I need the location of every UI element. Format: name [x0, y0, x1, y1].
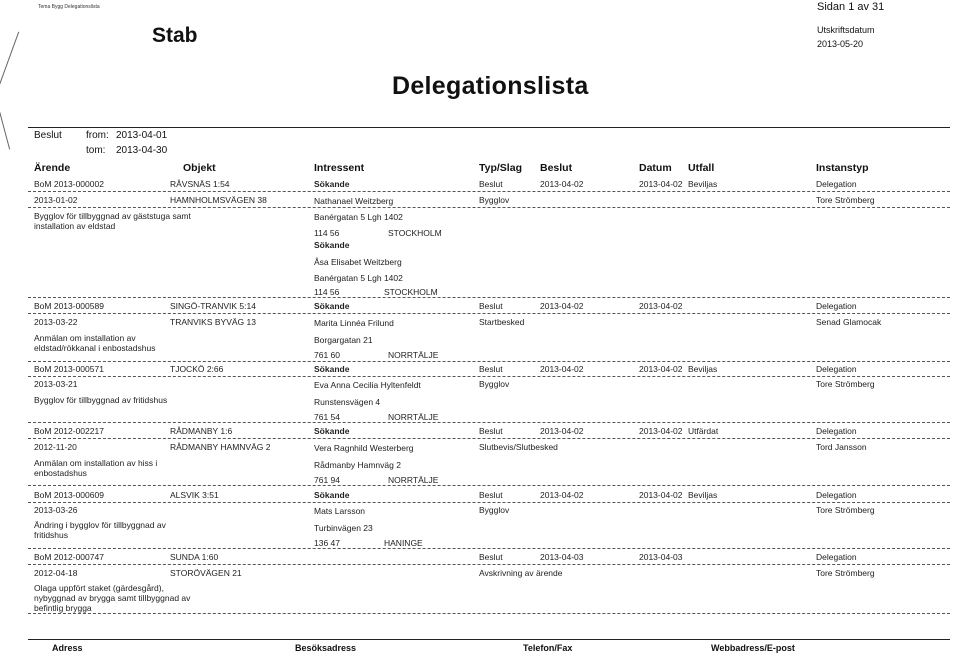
applicant-name: Åsa Elisabet Weitzberg [314, 257, 402, 267]
applicant-zip: 761 54 [314, 412, 340, 422]
header-corner-text: Tema Bygg Delegationslista [38, 4, 100, 10]
row-divider [28, 564, 950, 565]
row-divider [28, 438, 950, 439]
row-divider [28, 422, 950, 423]
page-title: Delegationslista [392, 72, 589, 100]
record-handler: Tord Jansson [816, 442, 867, 452]
applicant-role: Sökande [314, 426, 350, 436]
record-type: Beslut [479, 426, 503, 436]
record-date: 2013-04-02 [639, 490, 683, 500]
col-intressent: Intressent [314, 162, 365, 174]
applicant-name: Mats Larsson [314, 506, 366, 516]
applicant-address: Banérgatan 5 Lgh 1402 [314, 212, 403, 222]
filter-from-label: from: [86, 130, 109, 141]
record-decision-date: 2013-04-02 [540, 301, 584, 311]
record-decision-date: 2013-04-03 [540, 552, 584, 562]
record-object: RÅVSNÄS 1:54 [170, 179, 230, 189]
record-date: 2013-04-02 [639, 301, 683, 311]
record-type: Beslut [479, 490, 503, 500]
applicant-address: Borgargatan 21 [314, 335, 373, 345]
record-instance: Delegation [816, 552, 857, 562]
scan-mark [0, 111, 10, 150]
scan-mark [0, 32, 19, 89]
col-utfall: Utfall [688, 162, 715, 174]
footer-phone: Telefon/Fax [523, 643, 573, 653]
record-kind: Avskrivning av ärende [479, 568, 563, 578]
record-decision-date: 2013-04-02 [540, 490, 584, 500]
record-type: Beslut [479, 301, 503, 311]
record-object: TJOCKÖ 2:66 [170, 364, 224, 374]
record-type: Beslut [479, 364, 503, 374]
applicant-zip: 114 56 [314, 228, 340, 238]
record-object: ALSVIK 3:51 [170, 490, 219, 500]
row-divider [28, 297, 950, 298]
record-date-registered: 2012-04-18 [34, 568, 78, 578]
record-number: BoM 2012-002217 [34, 426, 104, 436]
record-description: Olaga uppfört staket (gärdesgård), nybyggnad av brygga samt tillbyggnad av befintlig brygga [34, 583, 191, 613]
applicant-zip: 761 94 [314, 475, 340, 485]
row-divider [28, 313, 950, 314]
record-kind: Bygglov [479, 505, 510, 515]
record-type: Beslut [479, 552, 503, 562]
record-outcome: Beviljas [688, 179, 718, 189]
applicant-city: NORRTÄLJE [388, 475, 439, 485]
org-name: Stab [152, 24, 198, 47]
record-instance: Delegation [816, 364, 857, 374]
record-date-registered: 2013-03-22 [34, 317, 78, 327]
page-indicator: Sidan 1 av 31 [817, 1, 885, 13]
record-decision-date: 2013-04-02 [540, 179, 584, 189]
applicant-address: Banérgatan 5 Lgh 1402 [314, 273, 403, 283]
record-handler: Senad Glamocak [816, 317, 882, 327]
col-datum: Datum [639, 162, 672, 174]
record-date-registered: 2013-03-21 [34, 379, 78, 389]
applicant-role: Sökande [314, 490, 350, 500]
record-handler: Tore Strömberg [816, 568, 875, 578]
row-divider [28, 548, 950, 549]
applicant-address: Runstensvägen 4 [314, 397, 381, 407]
row-divider [28, 613, 950, 614]
record-kind: Bygglov [479, 379, 510, 389]
col-objekt: Objekt [183, 162, 216, 174]
record-description: Ändring i bygglov för tillbyggnad av fritidshus [34, 520, 166, 540]
col-instanstyp: Instanstyp [816, 162, 869, 174]
record-number: BoM 2013-000002 [34, 179, 104, 189]
filter-to: 2013-04-30 [116, 145, 168, 156]
filter-label: Beslut [34, 130, 62, 141]
filter-to-label: tom: [86, 145, 106, 156]
record-kind: Slutbevis/Slutbesked [479, 442, 558, 452]
record-handler: Tore Strömberg [816, 505, 875, 515]
row-divider [28, 376, 950, 377]
record-description: Bygglov för tillbyggnad av fritidshus [34, 395, 168, 405]
filter-from: 2013-04-01 [116, 130, 168, 141]
applicant-zip: 761 60 [314, 350, 340, 360]
record-kind: Bygglov [479, 195, 510, 205]
record-decision-date: 2013-04-02 [540, 364, 584, 374]
applicant-role: Sökande [314, 179, 350, 189]
row-divider [28, 485, 950, 486]
record-handler: Tore Strömberg [816, 379, 875, 389]
row-divider [28, 191, 950, 192]
footer-visit-address: Besöksadress [295, 643, 357, 653]
record-object: RÅDMANBY 1:6 [170, 426, 233, 436]
record-address: STORÖVÄGEN 21 [170, 568, 242, 578]
applicant-address: Turbinvägen 23 [314, 523, 373, 533]
applicant-zip: 114 56 [314, 287, 340, 297]
applicant-city: NORRTÄLJE [388, 350, 439, 360]
record-date: 2013-04-02 [639, 426, 683, 436]
record-outcome: Beviljas [688, 490, 718, 500]
record-date: 2013-04-02 [639, 364, 683, 374]
col-arende: Ärende [34, 162, 71, 174]
applicant-city: STOCKHOLM [384, 287, 438, 297]
record-handler: Tore Strömberg [816, 195, 875, 205]
print-date-label: Utskriftsdatum [817, 25, 875, 35]
applicant-role: Sökande [314, 240, 350, 250]
applicant-zip: 136 47 [314, 538, 340, 548]
record-address: TRANVIKS BYVÄG 13 [170, 317, 256, 327]
record-description: Bygglov för tillbyggnad av gäststuga samt installation av eldstad [34, 211, 191, 231]
applicant-city: NORRTÄLJE [388, 412, 439, 422]
record-date-registered: 2013-03-26 [34, 505, 78, 515]
applicant-name: Marita Linnéa Frilund [314, 318, 394, 328]
record-date-registered: 2012-11-20 [34, 442, 77, 452]
applicant-role: Sökande [314, 301, 350, 311]
print-date: 2013-05-20 [817, 39, 864, 49]
record-number: BoM 2013-000589 [34, 301, 104, 311]
col-beslut: Beslut [540, 162, 573, 174]
row-divider [28, 361, 950, 362]
footer-rule [28, 639, 950, 640]
record-object: SINGÖ-TRANVIK 5:14 [170, 301, 256, 311]
record-instance: Delegation [816, 179, 857, 189]
applicant-name: Nathanael Weitzberg [314, 196, 394, 206]
record-date-registered: 2013-01-02 [34, 195, 78, 205]
record-address: HAMNHOLMSVÄGEN 38 [170, 195, 267, 205]
applicant-name: Vera Ragnhild Westerberg [314, 443, 414, 453]
record-outcome: Utfärdat [688, 426, 719, 436]
record-address: RÅDMANBY HAMNVÄG 2 [170, 442, 271, 452]
record-number: BoM 2012-000747 [34, 552, 104, 562]
applicant-city: STOCKHOLM [388, 228, 442, 238]
record-type: Beslut [479, 179, 503, 189]
record-date: 2013-04-03 [639, 552, 683, 562]
record-decision-date: 2013-04-02 [540, 426, 584, 436]
row-divider [28, 502, 950, 503]
filter-top-rule [28, 127, 950, 128]
record-instance: Delegation [816, 301, 857, 311]
footer-web: Webbadress/E-post [711, 643, 795, 653]
col-typ: Typ/Slag [479, 162, 522, 174]
record-outcome: Beviljas [688, 364, 718, 374]
record-instance: Delegation [816, 426, 857, 436]
record-object: SUNDA 1:60 [170, 552, 219, 562]
row-divider [28, 207, 950, 208]
applicant-role: Sökande [314, 364, 350, 374]
record-description: Anmälan om installation av hiss i enbostadshus [34, 458, 158, 478]
applicant-address: Rådmanby Hamnväg 2 [314, 460, 401, 470]
record-description: Anmälan om installation av eldstad/rökkanal i enbostadshus [34, 333, 156, 353]
record-date: 2013-04-02 [639, 179, 683, 189]
record-kind: Startbesked [479, 317, 525, 327]
record-number: BoM 2013-000609 [34, 490, 104, 500]
applicant-city: HANINGE [384, 538, 423, 548]
record-number: BoM 2013-000571 [34, 364, 104, 374]
applicant-name: Eva Anna Cecilia Hyltenfeldt [314, 380, 421, 390]
footer-address: Adress [52, 643, 83, 653]
record-instance: Delegation [816, 490, 857, 500]
